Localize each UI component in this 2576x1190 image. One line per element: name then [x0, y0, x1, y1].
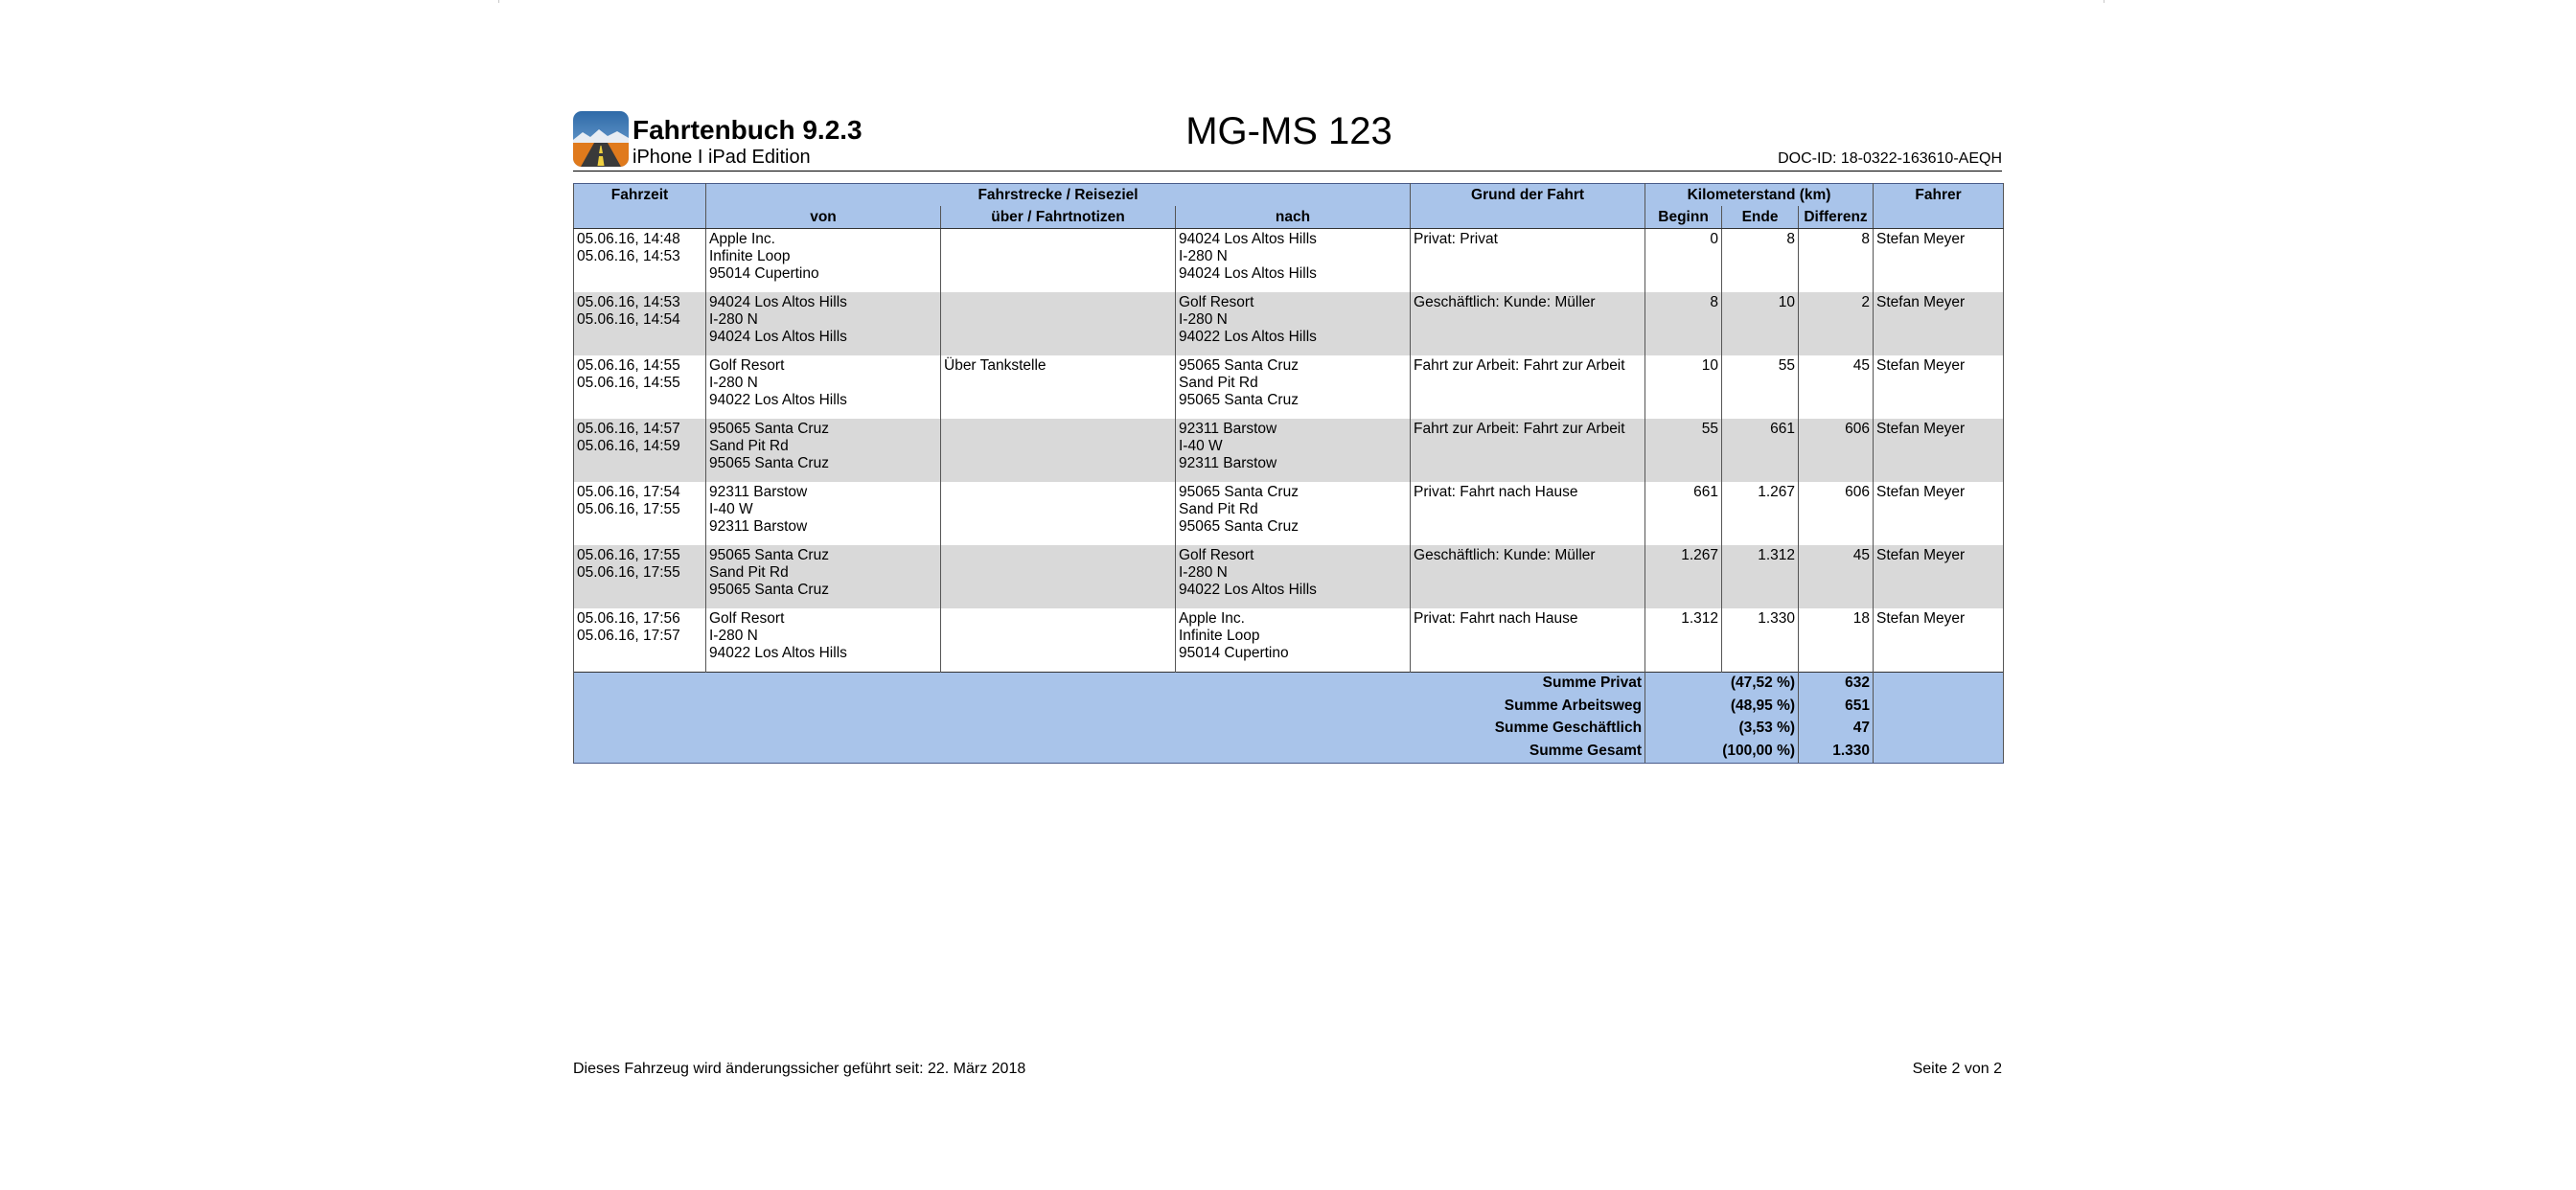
address-line: 95065 Santa Cruz	[709, 547, 829, 563]
column-header-von: von	[706, 206, 941, 229]
total-percent: (3,53 %)	[1645, 718, 1799, 741]
address-line: I-280 N	[1179, 564, 1228, 581]
total-value: 632	[1799, 673, 1874, 696]
address-line: 95065 Santa Cruz	[1179, 392, 1299, 408]
column-header-fahrzeit: Fahrzeit	[574, 184, 706, 207]
address-line: 94024 Los Altos Hills	[1179, 265, 1317, 282]
trip-time	[574, 545, 706, 608]
totals-row	[574, 718, 2004, 741]
trip-purpose: Privat: Fahrt nach Hause	[1411, 608, 1645, 673]
odometer-start: 661	[1645, 482, 1722, 545]
trip-start: 05.06.16, 14:57	[577, 421, 680, 437]
odometer-start: 8	[1645, 292, 1722, 355]
trip-to	[1176, 419, 1411, 482]
trip-to	[1176, 292, 1411, 355]
column-header-ende: Ende	[1722, 206, 1799, 229]
trip-start: 05.06.16, 14:53	[577, 294, 680, 310]
address-line: 95065 Santa Cruz	[1179, 357, 1299, 374]
column-group-route: Fahrstrecke / Reiseziel	[706, 184, 1411, 207]
odometer-end: 10	[1722, 292, 1799, 355]
total-label: Summe Gesamt	[574, 741, 1645, 764]
trip-time	[574, 419, 706, 482]
total-label: Summe Geschäftlich	[574, 718, 1645, 741]
trip-time	[574, 229, 706, 293]
odometer-start: 0	[1645, 229, 1722, 293]
total-spacer	[1874, 696, 2004, 719]
trip-to	[1176, 355, 1411, 419]
trip-start: 05.06.16, 17:55	[577, 547, 680, 563]
column-header-ueber: über / Fahrtnotizen	[941, 206, 1176, 229]
trip-from	[706, 419, 941, 482]
app-edition: iPhone I iPad Edition	[632, 147, 811, 168]
distance: 8	[1799, 229, 1874, 293]
trip-to	[1176, 229, 1411, 293]
address-line: 94022 Los Altos Hills	[709, 392, 847, 408]
page-number: Seite 2 von 2	[1912, 1061, 2002, 1077]
column-header-differenz: Differenz	[1799, 206, 1874, 229]
driver: Stefan Meyer	[1874, 482, 2004, 545]
trip-end: 05.06.16, 14:55	[577, 375, 680, 391]
address-line: 92311 Barstow	[1179, 455, 1277, 471]
totals-row	[574, 696, 2004, 719]
column-subheader-empty	[574, 206, 706, 229]
totals-row	[574, 673, 2004, 696]
address-line: I-280 N	[1179, 311, 1228, 328]
distance: 45	[1799, 355, 1874, 419]
total-percent: (47,52 %)	[1645, 673, 1799, 696]
trip-from	[706, 545, 941, 608]
address-line: Golf Resort	[1179, 547, 1254, 563]
trip-from	[706, 482, 941, 545]
table-row	[574, 608, 2004, 673]
document-id: DOC-ID: 18-0322-163610-AEQH	[1778, 150, 2002, 167]
trip-purpose: Fahrt zur Arbeit: Fahrt zur Arbeit	[1411, 419, 1645, 482]
column-header-nach: nach	[1176, 206, 1411, 229]
odometer-end: 8	[1722, 229, 1799, 293]
logbook-table	[573, 183, 2004, 764]
address-line: 95065 Santa Cruz	[1179, 484, 1299, 500]
trip-start: 05.06.16, 14:48	[577, 231, 680, 247]
trip-time	[574, 482, 706, 545]
address-line: Golf Resort	[1179, 294, 1254, 310]
address-line: 92311 Barstow	[1179, 421, 1277, 437]
driver: Stefan Meyer	[1874, 229, 2004, 293]
table-row	[574, 545, 2004, 608]
address-line: 95065 Santa Cruz	[709, 582, 829, 598]
driver: Stefan Meyer	[1874, 608, 2004, 673]
address-line: 95014 Cupertino	[709, 265, 819, 282]
address-line: 94022 Los Altos Hills	[1179, 329, 1317, 345]
distance: 2	[1799, 292, 1874, 355]
trip-purpose: Fahrt zur Arbeit: Fahrt zur Arbeit	[1411, 355, 1645, 419]
trip-purpose: Geschäftlich: Kunde: Müller	[1411, 292, 1645, 355]
driver: Stefan Meyer	[1874, 545, 2004, 608]
license-plate-title: MG-MS 123	[1185, 110, 1392, 152]
trip-via	[941, 292, 1176, 355]
total-spacer	[1874, 741, 2004, 764]
column-header-fahrer: Fahrer	[1874, 184, 2004, 207]
trip-via	[941, 229, 1176, 293]
trip-end: 05.06.16, 14:54	[577, 311, 680, 328]
odometer-start: 1.267	[1645, 545, 1722, 608]
distance: 606	[1799, 482, 1874, 545]
trip-via	[941, 545, 1176, 608]
address-line: I-280 N	[709, 311, 758, 328]
address-line: 94024 Los Altos Hills	[709, 294, 847, 310]
trip-end: 05.06.16, 14:59	[577, 438, 680, 454]
column-header-grund: Grund der Fahrt	[1411, 184, 1645, 207]
address-line: 95065 Santa Cruz	[1179, 518, 1299, 535]
address-line: 95065 Santa Cruz	[709, 421, 829, 437]
odometer-start: 10	[1645, 355, 1722, 419]
column-subheader-empty	[1411, 206, 1645, 229]
footer-note: Dieses Fahrzeug wird änderungssicher geführt seit: 22. März 2018	[573, 1061, 1026, 1077]
trip-via	[941, 419, 1176, 482]
column-header-beginn: Beginn	[1645, 206, 1722, 229]
total-spacer	[1874, 673, 2004, 696]
trip-end: 05.06.16, 17:55	[577, 564, 680, 581]
distance: 606	[1799, 419, 1874, 482]
address-line: I-280 N	[1179, 248, 1228, 264]
column-group-kilometerstand: Kilometerstand (km)	[1645, 184, 1874, 207]
trip-from	[706, 355, 941, 419]
address-line: 94022 Los Altos Hills	[1179, 582, 1317, 598]
trip-to	[1176, 608, 1411, 673]
address-line: 94024 Los Altos Hills	[1179, 231, 1317, 247]
total-label: Summe Arbeitsweg	[574, 696, 1645, 719]
trip-time	[574, 355, 706, 419]
address-line: Sand Pit Rd	[1179, 375, 1258, 391]
trip-via	[941, 608, 1176, 673]
address-line: 94022 Los Altos Hills	[709, 645, 847, 661]
address-line: Golf Resort	[709, 357, 785, 374]
address-line: 94024 Los Altos Hills	[709, 329, 847, 345]
address-line: 92311 Barstow	[709, 484, 808, 500]
column-subheader-empty	[1874, 206, 2004, 229]
total-percent: (48,95 %)	[1645, 696, 1799, 719]
odometer-start: 1.312	[1645, 608, 1722, 673]
table-row	[574, 482, 2004, 545]
odometer-start: 55	[1645, 419, 1722, 482]
address-line: 95065 Santa Cruz	[709, 455, 829, 471]
trip-to	[1176, 545, 1411, 608]
odometer-end: 661	[1722, 419, 1799, 482]
trip-purpose: Privat: Privat	[1411, 229, 1645, 293]
page-corner-mark	[498, 0, 499, 3]
trip-end: 05.06.16, 17:57	[577, 628, 680, 644]
address-line: I-40 W	[1179, 438, 1223, 454]
total-value: 651	[1799, 696, 1874, 719]
driver: Stefan Meyer	[1874, 419, 2004, 482]
driver: Stefan Meyer	[1874, 355, 2004, 419]
address-line: Apple Inc.	[709, 231, 775, 247]
address-line: I-40 W	[709, 501, 753, 517]
trip-to	[1176, 482, 1411, 545]
trip-time	[574, 608, 706, 673]
table-row	[574, 292, 2004, 355]
trip-time	[574, 292, 706, 355]
table-row	[574, 229, 2004, 293]
address-line: Sand Pit Rd	[1179, 501, 1258, 517]
trip-start: 05.06.16, 17:54	[577, 484, 680, 500]
address-line: I-280 N	[709, 375, 758, 391]
trip-from	[706, 608, 941, 673]
address-line: 95014 Cupertino	[1179, 645, 1289, 661]
total-spacer	[1874, 718, 2004, 741]
address-line: Infinite Loop	[1179, 628, 1260, 644]
address-line: Infinite Loop	[709, 248, 791, 264]
trip-via	[941, 482, 1176, 545]
total-value: 1.330	[1799, 741, 1874, 764]
trip-start: 05.06.16, 14:55	[577, 357, 680, 374]
address-line: Sand Pit Rd	[709, 438, 789, 454]
total-percent: (100,00 %)	[1645, 741, 1799, 764]
odometer-end: 1.312	[1722, 545, 1799, 608]
table-row	[574, 355, 2004, 419]
app-name: Fahrtenbuch 9.2.3	[632, 115, 862, 145]
address-line: I-280 N	[709, 628, 758, 644]
header-divider	[573, 171, 2002, 172]
trip-purpose: Geschäftlich: Kunde: Müller	[1411, 545, 1645, 608]
trip-end: 05.06.16, 14:53	[577, 248, 680, 264]
trip-purpose: Privat: Fahrt nach Hause	[1411, 482, 1645, 545]
trip-via: Über Tankstelle	[941, 355, 1176, 419]
trip-from	[706, 292, 941, 355]
distance: 45	[1799, 545, 1874, 608]
odometer-end: 1.330	[1722, 608, 1799, 673]
address-line: Sand Pit Rd	[709, 564, 789, 581]
trip-start: 05.06.16, 17:56	[577, 610, 680, 627]
distance: 18	[1799, 608, 1874, 673]
odometer-end: 55	[1722, 355, 1799, 419]
trip-from	[706, 229, 941, 293]
odometer-end: 1.267	[1722, 482, 1799, 545]
trip-end: 05.06.16, 17:55	[577, 501, 680, 517]
table-row	[574, 419, 2004, 482]
address-line: 92311 Barstow	[709, 518, 808, 535]
address-line: Apple Inc.	[1179, 610, 1245, 627]
driver: Stefan Meyer	[1874, 292, 2004, 355]
total-label: Summe Privat	[574, 673, 1645, 696]
road-logo-icon	[573, 111, 629, 167]
address-line: Golf Resort	[709, 610, 785, 627]
totals-row	[574, 741, 2004, 764]
total-value: 47	[1799, 718, 1874, 741]
